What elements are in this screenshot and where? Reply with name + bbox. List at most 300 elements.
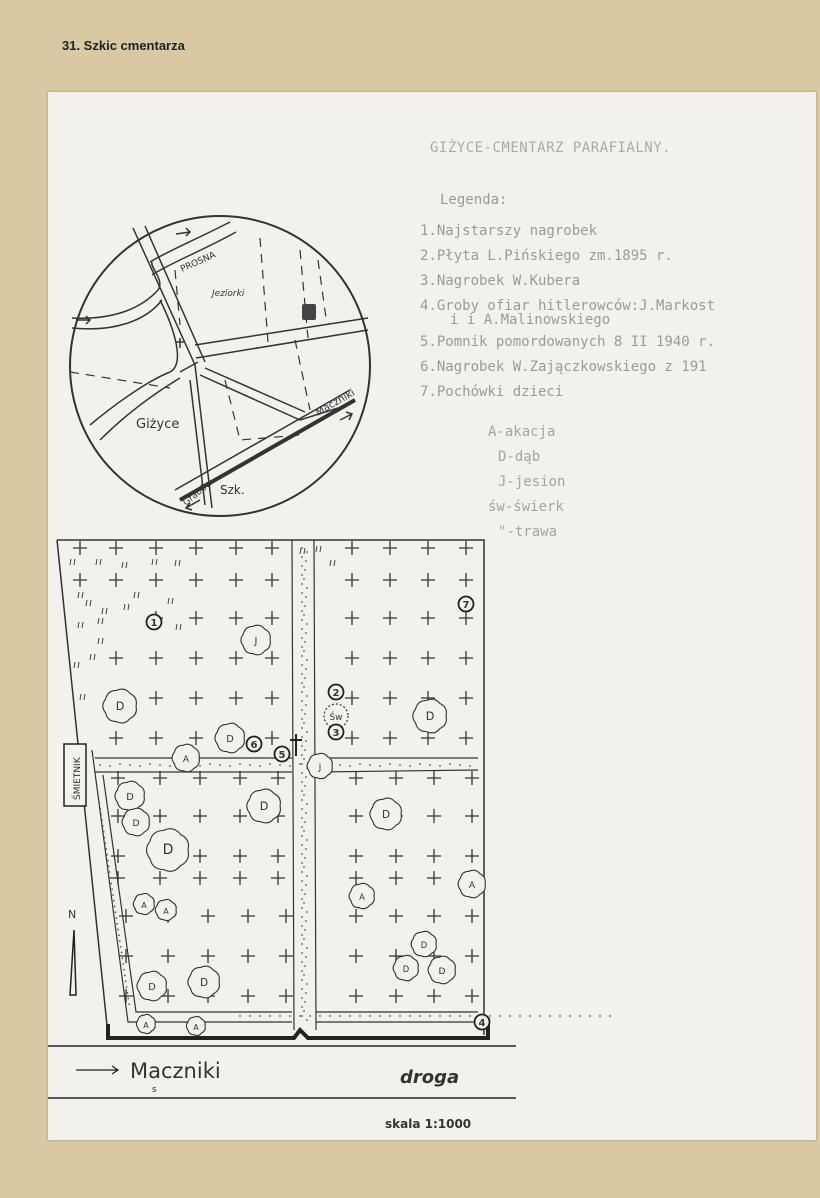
gravel-dot [306,695,308,697]
gravel-dot [299,763,301,765]
gravel-dot [301,619,303,621]
gravel-dot [579,1015,581,1017]
gravel-dot [303,794,305,796]
abbreviation-item: J-jesion [498,474,566,490]
gravel-dot [389,1015,391,1017]
gravel-dot [359,1015,361,1017]
legend-item-text: 4.Groby ofiar hitlerowców:J.Markost [420,298,716,314]
grave-cross [389,909,403,923]
grave-cross [271,849,285,863]
tree-label: D [162,842,174,858]
gravel-dot [116,917,118,919]
grave-cross [229,573,243,587]
tree-icon [241,625,270,655]
tree-label: D [148,982,156,993]
legend-item-text: 3.Nagrobek W.Kubera [420,273,581,289]
tree-label: D [259,800,269,813]
tree-label: A [193,1023,199,1032]
gravel-dot [305,632,307,634]
grave-cross [119,949,133,963]
road-word: droga [400,1067,460,1088]
gravel-dot [301,826,303,828]
gravel-dot [127,998,129,1000]
gravel-dot [301,754,303,756]
grass-mark [70,559,75,565]
gravel-dot [303,722,305,724]
inset-location-map [70,216,370,516]
gravel-dot [209,763,211,765]
grass-mark [74,662,79,668]
gravel-dot [301,736,303,738]
gravel-dot [301,943,303,945]
gravel-dot [301,772,303,774]
grave-cross [109,573,123,587]
gravel-dot [409,765,411,767]
gravel-dot [301,601,303,603]
grave-cross [383,731,397,745]
grave-cross [241,949,255,963]
gravel-dot [306,875,308,877]
gravel-dot [108,865,110,867]
tree-label: A [141,901,147,910]
grass-mark [122,562,127,568]
legend-item-text: 2.Płyta L.Pińskiego zm.1895 r. [420,248,673,264]
gravel-dot [301,862,303,864]
gravel-dot [305,848,307,850]
grave-cross [465,771,479,785]
gravel-dot [539,1015,541,1017]
legend-item-text: 5.Pomnik pomordowanych 8 II 1940 r. [420,334,716,350]
gravel-dot [306,587,308,589]
tree-label: D [425,710,435,723]
gravel-dot [303,686,305,688]
gravel-dot [301,727,303,729]
grave-cross [465,809,479,823]
gravel-dot [109,871,111,873]
grave-cross [459,611,473,625]
gravel-dot [303,650,305,652]
gravel-dot [304,965,306,967]
marker-1 [147,615,162,630]
grave-cross [459,731,473,745]
gravel-dot [301,961,303,963]
gravel-dot [439,1015,441,1017]
gravel-dot [305,740,307,742]
gravel-dot [304,677,306,679]
marker-3 [329,725,344,740]
gravel-dot [306,659,308,661]
tree-label: A [143,1021,149,1030]
gravel-dot [122,963,124,965]
gravel-dot [301,889,303,891]
gravel-dot [301,592,303,594]
gravel-dot [359,763,361,765]
grave-cross [229,651,243,665]
tree-label: D [115,700,125,713]
abbreviation-item: D-dąb [498,449,541,465]
gravel-dot [469,1015,471,1017]
gravel-dot [299,1015,301,1017]
tree-label: D [199,977,209,989]
grave-cross [421,573,435,587]
grave-cross [383,611,397,625]
grave-cross [109,731,123,745]
gravel-dot [102,825,104,827]
grave-cross [265,691,279,705]
gravel-dot [301,646,303,648]
grass-mark [78,592,83,598]
tree-icon [133,893,154,914]
gravel-dot [469,765,471,767]
tree-label: D [226,734,234,745]
gravel-dot [301,853,303,855]
gravel-dot [129,764,131,766]
legend-item-text: 6.Nagrobek W.Zajączkowskiego z 191 [420,359,707,375]
gravel-dot [199,765,201,767]
gravel-dot [369,764,371,766]
marker-2 [329,685,344,700]
marker-number: 6 [250,740,258,751]
tree-icon [413,699,447,733]
gravel-dot [349,1015,351,1017]
gravel-dot [301,835,303,837]
grass-mark [78,622,83,628]
grave-cross [265,541,279,555]
gravel-dot [301,1015,303,1017]
grave-cross [279,909,293,923]
marker-number: 4 [478,1018,486,1029]
gravel-dot [379,1015,381,1017]
gravel-dot [110,883,112,885]
gravel-dot [409,1015,411,1017]
gravel-dot [301,700,303,702]
grave-cross [349,771,363,785]
gravel-dot [97,791,99,793]
gravel-dot [301,664,303,666]
grave-cross [389,871,403,885]
gravel-dot [301,970,303,972]
grass-mark [152,559,157,565]
gravel-dot [301,763,303,765]
gravel-dot [609,1015,611,1017]
tree-label: A [468,881,476,891]
gravel-dot [301,916,303,918]
gravel-dot [304,929,306,931]
grave-cross [193,871,207,885]
tree-label: D [126,792,134,803]
tree-label: A [359,892,365,902]
gravel-dot [509,1015,511,1017]
gravel-dot [301,673,303,675]
gravel-dot [301,880,303,882]
gravel-dot [301,637,303,639]
tree-label: J [318,762,322,772]
inset-label-field: Jeziorki [212,289,245,299]
gravel-dot [301,979,303,981]
gravel-dot [289,765,291,767]
grave-cross [383,573,397,587]
gravel-dot [112,894,114,896]
building-icon [302,304,316,320]
gravel-dot [126,986,128,988]
gravel-dot [305,560,307,562]
tree-icon [370,798,401,830]
grave-cross [193,809,207,823]
grave-cross [427,871,441,885]
gravel-dot [125,980,127,982]
gravel-dot [305,884,307,886]
grave-cross [161,949,175,963]
grave-cross [421,651,435,665]
gravel-dot [95,779,97,781]
gravel-dot [304,713,306,715]
gravel-dot [329,1015,331,1017]
road-mark: s [152,1085,157,1095]
marker-number: 7 [462,600,470,611]
gravel-dot [429,1015,431,1017]
inset-label-town: Giżyce [136,417,180,432]
gravel-dot [128,1003,130,1005]
gravel-dot [269,763,271,765]
grave-cross [109,541,123,555]
grave-cross [465,909,479,923]
gravel-dot [305,992,307,994]
cemetery-wall-south [108,1018,488,1038]
gravel-dot [301,790,303,792]
grave-cross [265,731,279,745]
gravel-dot [114,906,116,908]
grave-cross [201,949,215,963]
gravel-dot [118,934,120,936]
grave-cross [189,691,203,705]
gravel-dot [239,1015,241,1017]
grave-cross [383,541,397,555]
north-label: N [68,908,77,921]
tree-icon [349,883,374,908]
grave-cross [349,989,363,1003]
gravel-dot [306,731,308,733]
gravel-dot [489,1015,491,1017]
gravel-dot [304,641,306,643]
grave-cross [109,651,123,665]
gravel-dot [301,808,303,810]
grave-cross [465,989,479,1003]
gravel-dot [301,898,303,900]
gravel-dot [303,578,305,580]
gravel-dot [105,848,107,850]
tree-label: J [254,636,258,647]
gravel-dot [303,614,305,616]
gravel-dot [304,605,306,607]
gravel-dot [399,764,401,766]
gravel-dot [305,596,307,598]
gravel-dot [379,765,381,767]
gravel-dot [269,1015,271,1017]
gravel-dot [259,765,261,767]
gravel-dot [301,781,303,783]
tree-icon [172,744,199,772]
grave-cross [189,731,203,745]
grave-cross [345,731,359,745]
grave-cross [111,871,125,885]
gravel-dot [149,763,151,765]
gravel-dot [459,764,461,766]
tree-icon [147,829,189,872]
gravel-dot [127,992,129,994]
map-title: GIŻYCE-CMENTARZ PARAFIALNY. [430,140,672,156]
gravel-dot [449,1015,451,1017]
inset-label-river: PROSNA [179,250,218,275]
gravel-dot [519,1015,521,1017]
page-header: 31. Szkic cmentarza [62,38,185,53]
marker-7 [459,597,474,612]
gravel-dot [124,975,126,977]
grave-cross [279,949,293,963]
gravel-dot [301,925,303,927]
grass-mark [96,559,101,565]
grave-cross [459,691,473,705]
gravel-dot [301,628,303,630]
grave-cross [153,871,167,885]
gravel-dot [399,1015,401,1017]
gravel-dot [279,764,281,766]
gravel-dot [229,765,231,767]
gravel-dot [303,902,305,904]
tree-label: D [132,819,140,829]
gravel-dot [301,745,303,747]
gravel-dot [301,574,303,576]
gravel-dot [349,765,351,767]
gravel-dot [304,821,306,823]
grave-cross [349,809,363,823]
gravel-dot [301,556,303,558]
gravel-dot [99,764,101,766]
gravel-dot [304,785,306,787]
inset-label-road-ne: Maczniki [314,387,357,419]
gravel-dot [305,668,307,670]
gravel-dot [119,940,121,942]
gravel-dot [305,776,307,778]
gravel-dot [117,929,119,931]
gravel-dot [98,796,100,798]
gravel-dot [499,1015,501,1017]
gravel-dot [116,923,118,925]
gravel-dot [549,1015,551,1017]
gravel-dot [369,1015,371,1017]
grave-cross [229,691,243,705]
grave-cross [265,573,279,587]
grave-cross [233,871,247,885]
grave-cross [459,651,473,665]
legend-title: Legenda: [440,192,508,208]
road-arrow [76,1066,118,1074]
tree-icon [136,1014,155,1033]
grave-cross [149,541,163,555]
grass-mark [90,654,95,660]
gravel-dot [429,764,431,766]
grass-marks [70,546,335,700]
gravel-dot [115,911,117,913]
grave-cross [427,849,441,863]
tree-icon [215,723,244,753]
gravel-dot [289,1015,291,1017]
gravel-dot [104,837,106,839]
gravel-dot [111,888,113,890]
gravel-dot [419,1015,421,1017]
gravel-dot [101,819,103,821]
gravel-dot [339,764,341,766]
gravel-dot [304,569,306,571]
grave-cross [265,651,279,665]
gravel-dot [104,842,106,844]
grave-cross [345,541,359,555]
gravel-dot [159,764,161,766]
grave-cross [271,771,285,785]
gravel-dot [219,764,221,766]
gravel-dot [99,808,101,810]
grave-cross [149,651,163,665]
gravel-dot [439,765,441,767]
gravel-dot [305,704,307,706]
gravel-dot [306,983,308,985]
grave-cross [459,541,473,555]
gravel-dot [121,957,123,959]
grave-cross [421,611,435,625]
gravel-dot [599,1015,601,1017]
marker-number: 3 [332,728,340,739]
tree-icon [247,789,281,823]
road-label: Maczniki [130,1059,221,1083]
gravel-dot [306,911,308,913]
tree-label: Św [329,713,343,723]
grave-cross [153,771,167,785]
tree-label: D [402,964,410,974]
grave-cross [459,573,473,587]
tree-icon [188,966,219,998]
grass-mark [124,604,129,610]
gravel-dot [120,946,122,948]
grass-mark [102,608,107,614]
tree-icon [458,870,485,898]
gravel-dot [569,1015,571,1017]
gravel-dot [107,860,109,862]
grave-cross [233,771,247,785]
cross-icon [290,734,302,756]
gravel-dot [301,988,303,990]
marker-5 [275,747,290,762]
gravel-dot [303,938,305,940]
grave-cross [349,871,363,885]
gravel-dot [301,997,303,999]
grass-mark [316,546,321,552]
grave-cross [421,541,435,555]
grass-mark [330,560,335,566]
grave-cross [345,691,359,705]
gravel-dot [301,844,303,846]
tree-icon [428,956,455,984]
tree-label: D [438,967,446,977]
grass-mark [175,560,180,566]
grave-cross [73,573,87,587]
gravel-dot [301,871,303,873]
gravel-dot [99,802,101,804]
gravel-dot [303,758,305,760]
gravel-dot [304,749,306,751]
gravel-dot [306,623,308,625]
gravel-dot [301,817,303,819]
grave-cross [189,651,203,665]
grave-cross [189,573,203,587]
